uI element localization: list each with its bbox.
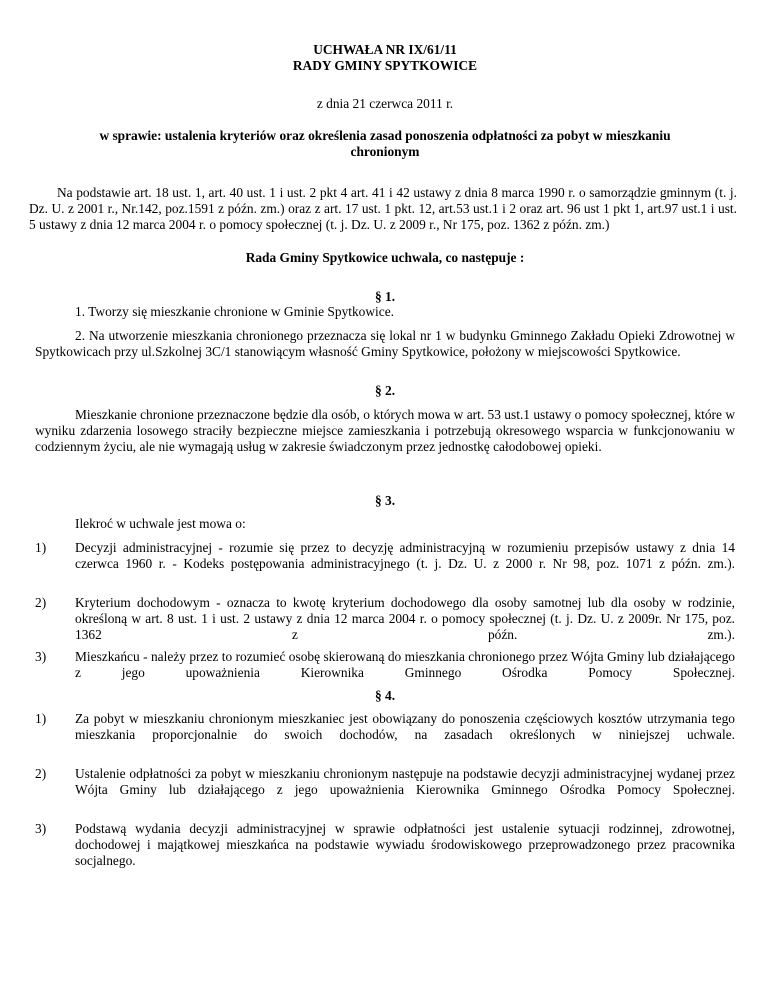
list-item-text: Ustalenie odpłatności za pobyt w mieszkaniu chronionym następuje na podstawie decyzji administracyjnej wydanej przez Wójta Gminy lub działającego z jego upoważnienia Kierownika Gminnego Ośrodka Pomocy Społecznej. <box>75 766 735 797</box>
section-1-heading: § 1. <box>374 289 396 304</box>
list-item-number: 1) <box>35 711 47 726</box>
list-item-number: 3) <box>35 649 47 664</box>
section-3-heading: § 3. <box>374 493 396 508</box>
list-item-text: Decyzji administracyjnej - rozumie się przez to decyzję administracyjną w rozumieniu przepisów ustawy z dnia 14 czerwca 1960 r. - Kodeks postępowania administracyjnego (t. j. Dz. U. z 2000 r. Nr 98, poz. 1071 z późn. zm.). <box>75 540 735 571</box>
list-item-text: Za pobyt w mieszkaniu chronionym mieszkaniec jest obowiązany do ponoszenia częściowych kosztów utrzymania tego mieszkania proporcjonalnie do swoich dochodów, na zasadach określonych w niniejszej uchwale. <box>75 711 735 742</box>
resolution-title <box>35 42 735 74</box>
list-item <box>35 540 735 588</box>
resolves-statement: Rada Gminy Spytkowice uchwala, co następuje : <box>245 250 525 265</box>
list-item-number: 2) <box>35 595 47 610</box>
section-2-paragraph: Mieszkanie chronione przeznaczone będzie dla osób, o których mowa w art. 53 ust.1 ustawy o pomocy społecznej, które w wyniku zdarzenia losowego straciły bezpieczne miejsce zamieszkania i potrzebują okresowego wsparcia w funkcjonowaniu w codziennym życiu, ale nie wymagają usług w zakresie świadczonym przez jednostkę całodobowej opieki. <box>35 407 735 454</box>
list-item-number: 1) <box>35 540 47 555</box>
list-item <box>35 766 735 814</box>
resolution-date: z dnia 21 czerwca 2011 r. <box>316 96 454 111</box>
preamble-paragraph: Na podstawie art. 18 ust. 1, art. 40 ust. 1 i ust. 2 pkt 4 art. 41 i 42 ustawy z dnia 8 marca 1990 r. o samorządzie gminnym (t. j. Dz. U. z 2001 r., Nr.142, poz.1591 z późn. zm.) oraz z art. 17 ust. 1 pkt. 12, art.53 ust.1 i 2 oraz art. 96 ust 1 pkt 1, art.97 ust.1 i ust. 5 ustawy z dnia 12 marca 2004 r. o pomocy społecznej (t. j. Dz. U. z 2009 r., Nr 175, poz. 1362 z późn. zm.) <box>29 185 737 232</box>
list-item-text: Kryterium dochodowym - oznacza to kwotę kryterium dochodowego dla osoby samotnej lub dla osoby w rodzinie, określoną w art. 8 ust. 1 i ust. 2 ustawy z dnia 12 marca 2004 r. o pomocy społecznej (t. j. Dz. U. z 2009r. Nr 175, poz. 1362 z późn. zm.). <box>75 595 735 642</box>
list-item-text: Podstawą wydania decyzji administracyjnej w sprawie odpłatności jest ustalenie sytuacji rodzinnej, zdrowotnej, dochodowej i majątkowej mieszkańca na podstawie wywiadu środowiskowego przeprowadzonego przez pracownika socjalnego. <box>75 821 735 868</box>
section-3-intro: Ilekroć w uchwale jest mowa o: <box>75 516 246 531</box>
list-item-number: 2) <box>35 766 47 781</box>
list-item-text: Mieszkańcu - należy przez to rozumieć osobę skierowaną do mieszkania chronionego przez Wójta Gminy lub działającego z jego upoważnienia Kierownika Gminnego Ośrodka Pomocy Społecznej. <box>75 649 735 680</box>
resolution-subject: w sprawie: ustalenia kryteriów oraz określenia zasad ponoszenia odpłatności za pobyt w mieszkaniu chronionym <box>99 128 671 159</box>
section-1-paragraph-2: 2. Na utworzenie mieszkania chronionego przeznacza się lokal nr 1 w budynku Gminnego Zakładu Opieki Zdrowotnej w Spytkowicach przy ul.Szkolnej 3C/1 stanowiącym własność Gminy Spytkowice, położony w miejscowości Spytkowice. <box>35 328 735 359</box>
list-item <box>35 711 735 759</box>
section-2-heading: § 2. <box>374 383 396 398</box>
list-item-number: 3) <box>35 821 47 836</box>
title-line-1: UCHWAŁA NR IX/61/11 <box>313 42 457 57</box>
section-4-heading: § 4. <box>374 688 396 703</box>
section-1-paragraph-1: 1. Tworzy się mieszkanie chronione w Gminie Spytkowice. <box>75 304 395 319</box>
title-line-2: RADY GMINY SPYTKOWICE <box>292 58 478 73</box>
list-item <box>35 821 735 885</box>
